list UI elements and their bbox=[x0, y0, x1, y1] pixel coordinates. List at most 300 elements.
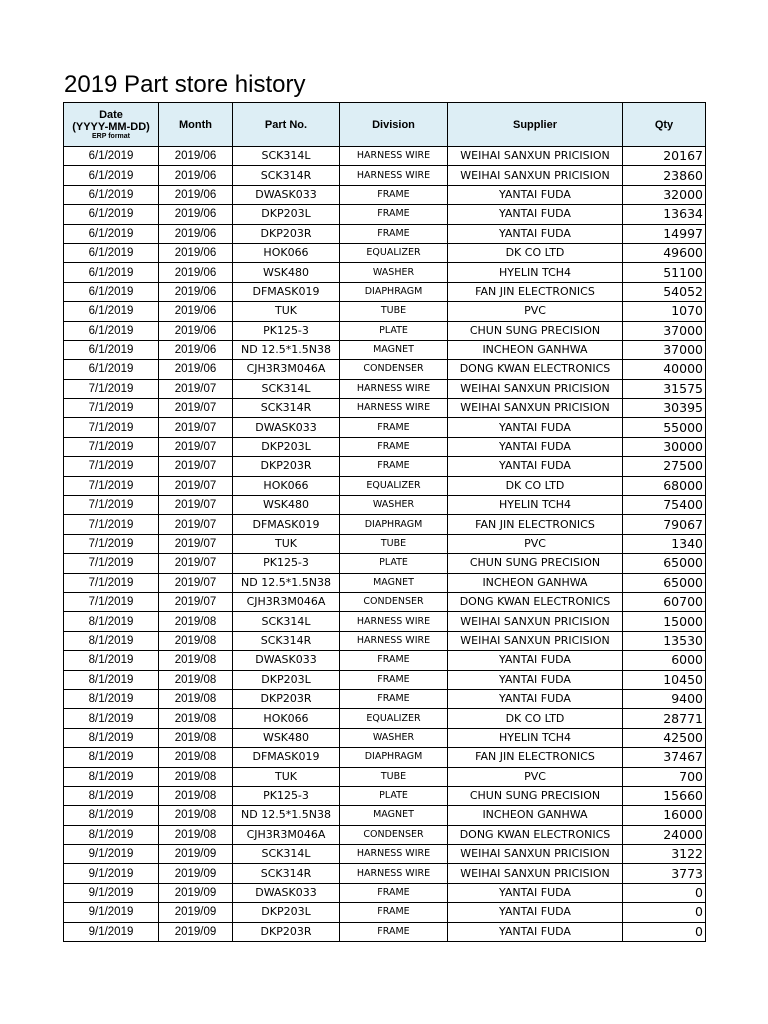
cell-month: 2019/06 bbox=[159, 224, 233, 243]
cell-qty: 0 bbox=[623, 903, 706, 922]
cell-supplier: WEIHAI SANXUN PRICISION bbox=[448, 845, 623, 864]
cell-month: 2019/07 bbox=[159, 457, 233, 476]
cell-qty: 30395 bbox=[623, 399, 706, 418]
cell-month: 2019/08 bbox=[159, 728, 233, 747]
cell-date: 6/1/2019 bbox=[64, 166, 159, 185]
cell-part-no: DWASK033 bbox=[233, 418, 340, 437]
table-row bbox=[64, 922, 706, 941]
cell-date: 7/1/2019 bbox=[64, 534, 159, 553]
cell-date: 9/1/2019 bbox=[64, 864, 159, 883]
cell-division: TUBE bbox=[340, 767, 448, 786]
cell-part-no: DKP203R bbox=[233, 689, 340, 708]
table-header bbox=[64, 103, 706, 147]
cell-month: 2019/06 bbox=[159, 205, 233, 224]
cell-month: 2019/07 bbox=[159, 476, 233, 495]
cell-qty: 13634 bbox=[623, 205, 706, 224]
cell-qty: 65000 bbox=[623, 554, 706, 573]
cell-division: WASHER bbox=[340, 728, 448, 747]
cell-qty: 65000 bbox=[623, 573, 706, 592]
cell-qty: 14997 bbox=[623, 224, 706, 243]
table-row bbox=[64, 243, 706, 262]
cell-date: 7/1/2019 bbox=[64, 573, 159, 592]
cell-date: 8/1/2019 bbox=[64, 651, 159, 670]
cell-part-no: DKP203L bbox=[233, 903, 340, 922]
cell-division: EQUALIZER bbox=[340, 243, 448, 262]
cell-division: FRAME bbox=[340, 670, 448, 689]
cell-qty: 31575 bbox=[623, 379, 706, 398]
cell-division: CONDENSER bbox=[340, 592, 448, 611]
cell-qty: 3773 bbox=[623, 864, 706, 883]
cell-supplier: WEIHAI SANXUN PRICISION bbox=[448, 631, 623, 650]
cell-month: 2019/07 bbox=[159, 515, 233, 534]
cell-part-no: SCK314R bbox=[233, 166, 340, 185]
table-row bbox=[64, 573, 706, 592]
cell-qty: 37467 bbox=[623, 748, 706, 767]
cell-qty: 10450 bbox=[623, 670, 706, 689]
cell-division: FRAME bbox=[340, 651, 448, 670]
cell-qty: 42500 bbox=[623, 728, 706, 747]
cell-division: MAGNET bbox=[340, 573, 448, 592]
cell-division: DIAPHRAGM bbox=[340, 748, 448, 767]
cell-division: HARNESS WIRE bbox=[340, 845, 448, 864]
cell-qty: 0 bbox=[623, 922, 706, 941]
cell-supplier: PVC bbox=[448, 767, 623, 786]
cell-month: 2019/07 bbox=[159, 418, 233, 437]
cell-qty: 20167 bbox=[623, 147, 706, 166]
cell-qty: 75400 bbox=[623, 496, 706, 515]
cell-month: 2019/07 bbox=[159, 554, 233, 573]
table-body bbox=[64, 147, 706, 942]
cell-date: 6/1/2019 bbox=[64, 243, 159, 262]
page-title: 2019 Part store history bbox=[64, 71, 306, 98]
cell-supplier: YANTAI FUDA bbox=[448, 224, 623, 243]
cell-date: 7/1/2019 bbox=[64, 592, 159, 611]
cell-division: TUBE bbox=[340, 302, 448, 321]
cell-qty: 1340 bbox=[623, 534, 706, 553]
cell-date: 7/1/2019 bbox=[64, 554, 159, 573]
cell-supplier: WEIHAI SANXUN PRICISION bbox=[448, 864, 623, 883]
cell-supplier: PVC bbox=[448, 534, 623, 553]
cell-part-no: WSK480 bbox=[233, 728, 340, 747]
table-row bbox=[64, 515, 706, 534]
table-row bbox=[64, 903, 706, 922]
cell-qty: 37000 bbox=[623, 321, 706, 340]
cell-date: 9/1/2019 bbox=[64, 903, 159, 922]
cell-division: TUBE bbox=[340, 534, 448, 553]
cell-month: 2019/06 bbox=[159, 166, 233, 185]
cell-qty: 23860 bbox=[623, 166, 706, 185]
cell-date: 6/1/2019 bbox=[64, 302, 159, 321]
cell-date: 8/1/2019 bbox=[64, 709, 159, 728]
cell-supplier: DONG KWAN ELECTRONICS bbox=[448, 592, 623, 611]
cell-date: 6/1/2019 bbox=[64, 360, 159, 379]
cell-qty: 1070 bbox=[623, 302, 706, 321]
cell-supplier: WEIHAI SANXUN PRICISION bbox=[448, 166, 623, 185]
cell-date: 7/1/2019 bbox=[64, 496, 159, 515]
cell-part-no: ND 12.5*1.5N38 bbox=[233, 806, 340, 825]
cell-date: 9/1/2019 bbox=[64, 883, 159, 902]
cell-part-no: DWASK033 bbox=[233, 185, 340, 204]
cell-supplier: YANTAI FUDA bbox=[448, 437, 623, 456]
cell-part-no: WSK480 bbox=[233, 496, 340, 515]
part-store-table bbox=[63, 102, 706, 942]
cell-month: 2019/08 bbox=[159, 651, 233, 670]
table-row bbox=[64, 689, 706, 708]
cell-division: FRAME bbox=[340, 457, 448, 476]
cell-division: FRAME bbox=[340, 903, 448, 922]
table-row bbox=[64, 166, 706, 185]
cell-date: 8/1/2019 bbox=[64, 767, 159, 786]
table-row bbox=[64, 592, 706, 611]
cell-month: 2019/06 bbox=[159, 263, 233, 282]
cell-division: DIAPHRAGM bbox=[340, 282, 448, 301]
cell-date: 8/1/2019 bbox=[64, 728, 159, 747]
cell-supplier: YANTAI FUDA bbox=[448, 922, 623, 941]
cell-part-no: SCK314R bbox=[233, 399, 340, 418]
cell-division: HARNESS WIRE bbox=[340, 166, 448, 185]
table-row bbox=[64, 224, 706, 243]
cell-part-no: DFMASK019 bbox=[233, 748, 340, 767]
cell-date: 8/1/2019 bbox=[64, 612, 159, 631]
header-part-no: Part No. bbox=[233, 103, 340, 147]
cell-date: 8/1/2019 bbox=[64, 825, 159, 844]
cell-date: 7/1/2019 bbox=[64, 476, 159, 495]
cell-division: EQUALIZER bbox=[340, 476, 448, 495]
cell-date: 6/1/2019 bbox=[64, 340, 159, 359]
cell-division: FRAME bbox=[340, 185, 448, 204]
table-row bbox=[64, 205, 706, 224]
cell-part-no: SCK314R bbox=[233, 631, 340, 650]
cell-supplier: INCHEON GANHWA bbox=[448, 806, 623, 825]
cell-part-no: ND 12.5*1.5N38 bbox=[233, 340, 340, 359]
cell-date: 9/1/2019 bbox=[64, 922, 159, 941]
header-date bbox=[64, 103, 159, 147]
cell-supplier: DONG KWAN ELECTRONICS bbox=[448, 825, 623, 844]
table-row bbox=[64, 476, 706, 495]
header-row bbox=[64, 103, 706, 147]
header-qty: Qty bbox=[623, 103, 706, 147]
cell-supplier: YANTAI FUDA bbox=[448, 205, 623, 224]
cell-qty: 37000 bbox=[623, 340, 706, 359]
cell-qty: 16000 bbox=[623, 806, 706, 825]
cell-part-no: WSK480 bbox=[233, 263, 340, 282]
cell-date: 7/1/2019 bbox=[64, 515, 159, 534]
cell-part-no: PK125-3 bbox=[233, 321, 340, 340]
cell-division: HARNESS WIRE bbox=[340, 631, 448, 650]
table-row bbox=[64, 399, 706, 418]
cell-part-no: PK125-3 bbox=[233, 554, 340, 573]
cell-qty: 30000 bbox=[623, 437, 706, 456]
cell-month: 2019/09 bbox=[159, 922, 233, 941]
cell-date: 8/1/2019 bbox=[64, 689, 159, 708]
cell-qty: 15660 bbox=[623, 786, 706, 805]
header-supplier: Supplier bbox=[448, 103, 623, 147]
table-row bbox=[64, 806, 706, 825]
cell-date: 7/1/2019 bbox=[64, 399, 159, 418]
table-row bbox=[64, 418, 706, 437]
table-row bbox=[64, 457, 706, 476]
cell-qty: 13530 bbox=[623, 631, 706, 650]
cell-month: 2019/08 bbox=[159, 631, 233, 650]
cell-part-no: CJH3R3M046A bbox=[233, 592, 340, 611]
cell-month: 2019/08 bbox=[159, 689, 233, 708]
cell-supplier: DK CO LTD bbox=[448, 709, 623, 728]
cell-month: 2019/08 bbox=[159, 748, 233, 767]
table-row bbox=[64, 534, 706, 553]
cell-part-no: DKP203L bbox=[233, 437, 340, 456]
cell-date: 7/1/2019 bbox=[64, 379, 159, 398]
cell-part-no: DKP203L bbox=[233, 205, 340, 224]
cell-month: 2019/08 bbox=[159, 709, 233, 728]
cell-qty: 55000 bbox=[623, 418, 706, 437]
cell-part-no: HOK066 bbox=[233, 243, 340, 262]
cell-supplier: WEIHAI SANXUN PRICISION bbox=[448, 147, 623, 166]
cell-division: FRAME bbox=[340, 922, 448, 941]
header-date-label: Date bbox=[99, 108, 123, 121]
cell-part-no: SCK314L bbox=[233, 612, 340, 631]
cell-month: 2019/09 bbox=[159, 903, 233, 922]
cell-part-no: DKP203R bbox=[233, 457, 340, 476]
cell-date: 7/1/2019 bbox=[64, 437, 159, 456]
cell-supplier: DK CO LTD bbox=[448, 476, 623, 495]
cell-part-no: HOK066 bbox=[233, 476, 340, 495]
cell-supplier: FAN JIN ELECTRONICS bbox=[448, 515, 623, 534]
cell-month: 2019/09 bbox=[159, 883, 233, 902]
table-row bbox=[64, 864, 706, 883]
table-row bbox=[64, 825, 706, 844]
cell-month: 2019/07 bbox=[159, 399, 233, 418]
cell-part-no: PK125-3 bbox=[233, 786, 340, 805]
cell-division: HARNESS WIRE bbox=[340, 399, 448, 418]
cell-month: 2019/06 bbox=[159, 282, 233, 301]
cell-month: 2019/09 bbox=[159, 845, 233, 864]
table-row bbox=[64, 728, 706, 747]
cell-division: MAGNET bbox=[340, 340, 448, 359]
cell-qty: 49600 bbox=[623, 243, 706, 262]
cell-date: 7/1/2019 bbox=[64, 457, 159, 476]
cell-part-no: ND 12.5*1.5N38 bbox=[233, 573, 340, 592]
cell-supplier: CHUN SUNG PRECISION bbox=[448, 786, 623, 805]
cell-qty: 60700 bbox=[623, 592, 706, 611]
cell-supplier: DONG KWAN ELECTRONICS bbox=[448, 360, 623, 379]
cell-supplier: CHUN SUNG PRECISION bbox=[448, 554, 623, 573]
cell-month: 2019/07 bbox=[159, 573, 233, 592]
table-row bbox=[64, 709, 706, 728]
cell-division: FRAME bbox=[340, 205, 448, 224]
cell-supplier: YANTAI FUDA bbox=[448, 903, 623, 922]
cell-part-no: CJH3R3M046A bbox=[233, 825, 340, 844]
cell-division: CONDENSER bbox=[340, 825, 448, 844]
cell-division: PLATE bbox=[340, 786, 448, 805]
table-row bbox=[64, 147, 706, 166]
cell-division: FRAME bbox=[340, 689, 448, 708]
table-row bbox=[64, 185, 706, 204]
cell-supplier: YANTAI FUDA bbox=[448, 670, 623, 689]
cell-date: 8/1/2019 bbox=[64, 748, 159, 767]
cell-month: 2019/06 bbox=[159, 147, 233, 166]
cell-date: 6/1/2019 bbox=[64, 282, 159, 301]
table-row bbox=[64, 263, 706, 282]
table-row bbox=[64, 437, 706, 456]
table-row bbox=[64, 282, 706, 301]
header-division: Division bbox=[340, 103, 448, 147]
cell-month: 2019/06 bbox=[159, 360, 233, 379]
cell-date: 8/1/2019 bbox=[64, 670, 159, 689]
table-row bbox=[64, 360, 706, 379]
cell-date: 8/1/2019 bbox=[64, 786, 159, 805]
cell-supplier: WEIHAI SANXUN PRICISION bbox=[448, 399, 623, 418]
cell-qty: 9400 bbox=[623, 689, 706, 708]
cell-date: 6/1/2019 bbox=[64, 263, 159, 282]
cell-division: HARNESS WIRE bbox=[340, 379, 448, 398]
cell-division: PLATE bbox=[340, 554, 448, 573]
cell-supplier: PVC bbox=[448, 302, 623, 321]
cell-qty: 54052 bbox=[623, 282, 706, 301]
cell-qty: 40000 bbox=[623, 360, 706, 379]
cell-supplier: HYELIN TCH4 bbox=[448, 263, 623, 282]
cell-supplier: CHUN SUNG PRECISION bbox=[448, 321, 623, 340]
cell-supplier: HYELIN TCH4 bbox=[448, 728, 623, 747]
cell-date: 6/1/2019 bbox=[64, 224, 159, 243]
table-row bbox=[64, 496, 706, 515]
cell-month: 2019/07 bbox=[159, 379, 233, 398]
cell-part-no: TUK bbox=[233, 534, 340, 553]
cell-supplier: YANTAI FUDA bbox=[448, 457, 623, 476]
header-date-format: (YYYY-MM-DD) bbox=[72, 120, 150, 133]
cell-month: 2019/06 bbox=[159, 302, 233, 321]
cell-part-no: SCK314R bbox=[233, 864, 340, 883]
cell-month: 2019/07 bbox=[159, 437, 233, 456]
cell-qty: 6000 bbox=[623, 651, 706, 670]
cell-supplier: INCHEON GANHWA bbox=[448, 340, 623, 359]
cell-month: 2019/06 bbox=[159, 321, 233, 340]
cell-qty: 68000 bbox=[623, 476, 706, 495]
cell-date: 6/1/2019 bbox=[64, 205, 159, 224]
cell-date: 7/1/2019 bbox=[64, 418, 159, 437]
cell-month: 2019/07 bbox=[159, 592, 233, 611]
cell-month: 2019/08 bbox=[159, 786, 233, 805]
cell-month: 2019/08 bbox=[159, 825, 233, 844]
cell-date: 6/1/2019 bbox=[64, 321, 159, 340]
cell-qty: 24000 bbox=[623, 825, 706, 844]
cell-part-no: SCK314L bbox=[233, 147, 340, 166]
cell-qty: 700 bbox=[623, 767, 706, 786]
cell-supplier: YANTAI FUDA bbox=[448, 883, 623, 902]
cell-supplier: INCHEON GANHWA bbox=[448, 573, 623, 592]
cell-supplier: YANTAI FUDA bbox=[448, 651, 623, 670]
table-row bbox=[64, 845, 706, 864]
cell-supplier: DK CO LTD bbox=[448, 243, 623, 262]
cell-month: 2019/08 bbox=[159, 612, 233, 631]
cell-qty: 15000 bbox=[623, 612, 706, 631]
cell-division: FRAME bbox=[340, 883, 448, 902]
cell-supplier: YANTAI FUDA bbox=[448, 185, 623, 204]
cell-part-no: SCK314L bbox=[233, 379, 340, 398]
cell-division: EQUALIZER bbox=[340, 709, 448, 728]
cell-part-no: SCK314L bbox=[233, 845, 340, 864]
cell-part-no: DKP203R bbox=[233, 224, 340, 243]
cell-supplier: HYELIN TCH4 bbox=[448, 496, 623, 515]
cell-supplier: WEIHAI SANXUN PRICISION bbox=[448, 379, 623, 398]
cell-month: 2019/09 bbox=[159, 864, 233, 883]
cell-division: CONDENSER bbox=[340, 360, 448, 379]
cell-supplier: YANTAI FUDA bbox=[448, 689, 623, 708]
cell-division: FRAME bbox=[340, 437, 448, 456]
cell-part-no: DFMASK019 bbox=[233, 515, 340, 534]
cell-division: HARNESS WIRE bbox=[340, 612, 448, 631]
table-row bbox=[64, 340, 706, 359]
cell-date: 8/1/2019 bbox=[64, 631, 159, 650]
cell-division: DIAPHRAGM bbox=[340, 515, 448, 534]
table-row bbox=[64, 748, 706, 767]
table-row bbox=[64, 554, 706, 573]
table-row bbox=[64, 302, 706, 321]
cell-part-no: DFMASK019 bbox=[233, 282, 340, 301]
cell-qty: 51100 bbox=[623, 263, 706, 282]
cell-date: 8/1/2019 bbox=[64, 806, 159, 825]
cell-division: MAGNET bbox=[340, 806, 448, 825]
cell-month: 2019/06 bbox=[159, 243, 233, 262]
cell-qty: 32000 bbox=[623, 185, 706, 204]
cell-part-no: TUK bbox=[233, 767, 340, 786]
cell-supplier: FAN JIN ELECTRONICS bbox=[448, 282, 623, 301]
cell-part-no: HOK066 bbox=[233, 709, 340, 728]
table-row bbox=[64, 670, 706, 689]
table-row bbox=[64, 612, 706, 631]
cell-part-no: DWASK033 bbox=[233, 651, 340, 670]
table-row bbox=[64, 651, 706, 670]
cell-part-no: DKP203R bbox=[233, 922, 340, 941]
cell-month: 2019/06 bbox=[159, 340, 233, 359]
cell-qty: 28771 bbox=[623, 709, 706, 728]
cell-month: 2019/06 bbox=[159, 185, 233, 204]
cell-part-no: DWASK033 bbox=[233, 883, 340, 902]
cell-qty: 27500 bbox=[623, 457, 706, 476]
cell-division: HARNESS WIRE bbox=[340, 864, 448, 883]
table-row bbox=[64, 883, 706, 902]
cell-date: 9/1/2019 bbox=[64, 845, 159, 864]
cell-division: FRAME bbox=[340, 224, 448, 243]
cell-supplier: WEIHAI SANXUN PRICISION bbox=[448, 612, 623, 631]
table-row bbox=[64, 786, 706, 805]
cell-division: FRAME bbox=[340, 418, 448, 437]
cell-division: WASHER bbox=[340, 263, 448, 282]
cell-part-no: CJH3R3M046A bbox=[233, 360, 340, 379]
cell-supplier: YANTAI FUDA bbox=[448, 418, 623, 437]
cell-month: 2019/08 bbox=[159, 767, 233, 786]
table-row bbox=[64, 631, 706, 650]
cell-qty: 79067 bbox=[623, 515, 706, 534]
cell-part-no: DKP203L bbox=[233, 670, 340, 689]
cell-date: 6/1/2019 bbox=[64, 185, 159, 204]
cell-month: 2019/07 bbox=[159, 534, 233, 553]
cell-qty: 0 bbox=[623, 883, 706, 902]
table-row bbox=[64, 379, 706, 398]
cell-division: WASHER bbox=[340, 496, 448, 515]
cell-division: HARNESS WIRE bbox=[340, 147, 448, 166]
table-row bbox=[64, 321, 706, 340]
cell-month: 2019/08 bbox=[159, 670, 233, 689]
header-month: Month bbox=[159, 103, 233, 147]
cell-supplier: FAN JIN ELECTRONICS bbox=[448, 748, 623, 767]
cell-division: PLATE bbox=[340, 321, 448, 340]
cell-date: 6/1/2019 bbox=[64, 147, 159, 166]
cell-month: 2019/07 bbox=[159, 496, 233, 515]
cell-qty: 3122 bbox=[623, 845, 706, 864]
header-date-note: ERP format bbox=[92, 132, 130, 140]
cell-part-no: TUK bbox=[233, 302, 340, 321]
table-row bbox=[64, 767, 706, 786]
